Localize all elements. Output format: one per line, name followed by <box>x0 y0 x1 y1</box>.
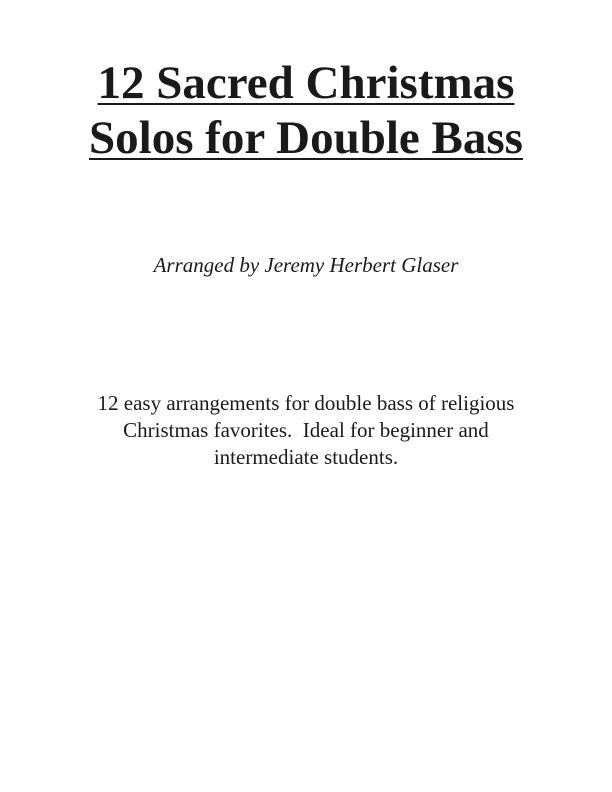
description-line-3: intermediate students. <box>213 445 399 469</box>
description-line-2: Christmas favorites. Ideal for beginner and <box>123 418 489 442</box>
description-line-1: 12 easy arrangements for double bass of religious <box>97 391 515 415</box>
arranger-credit: Arranged by Jeremy Herbert Glaser <box>153 253 459 277</box>
document-title <box>0 56 612 166</box>
title-line-1: 12 Sacred Christmas <box>97 57 515 109</box>
title-line-2: Solos for Double Bass <box>89 112 523 164</box>
document-description <box>56 390 556 471</box>
